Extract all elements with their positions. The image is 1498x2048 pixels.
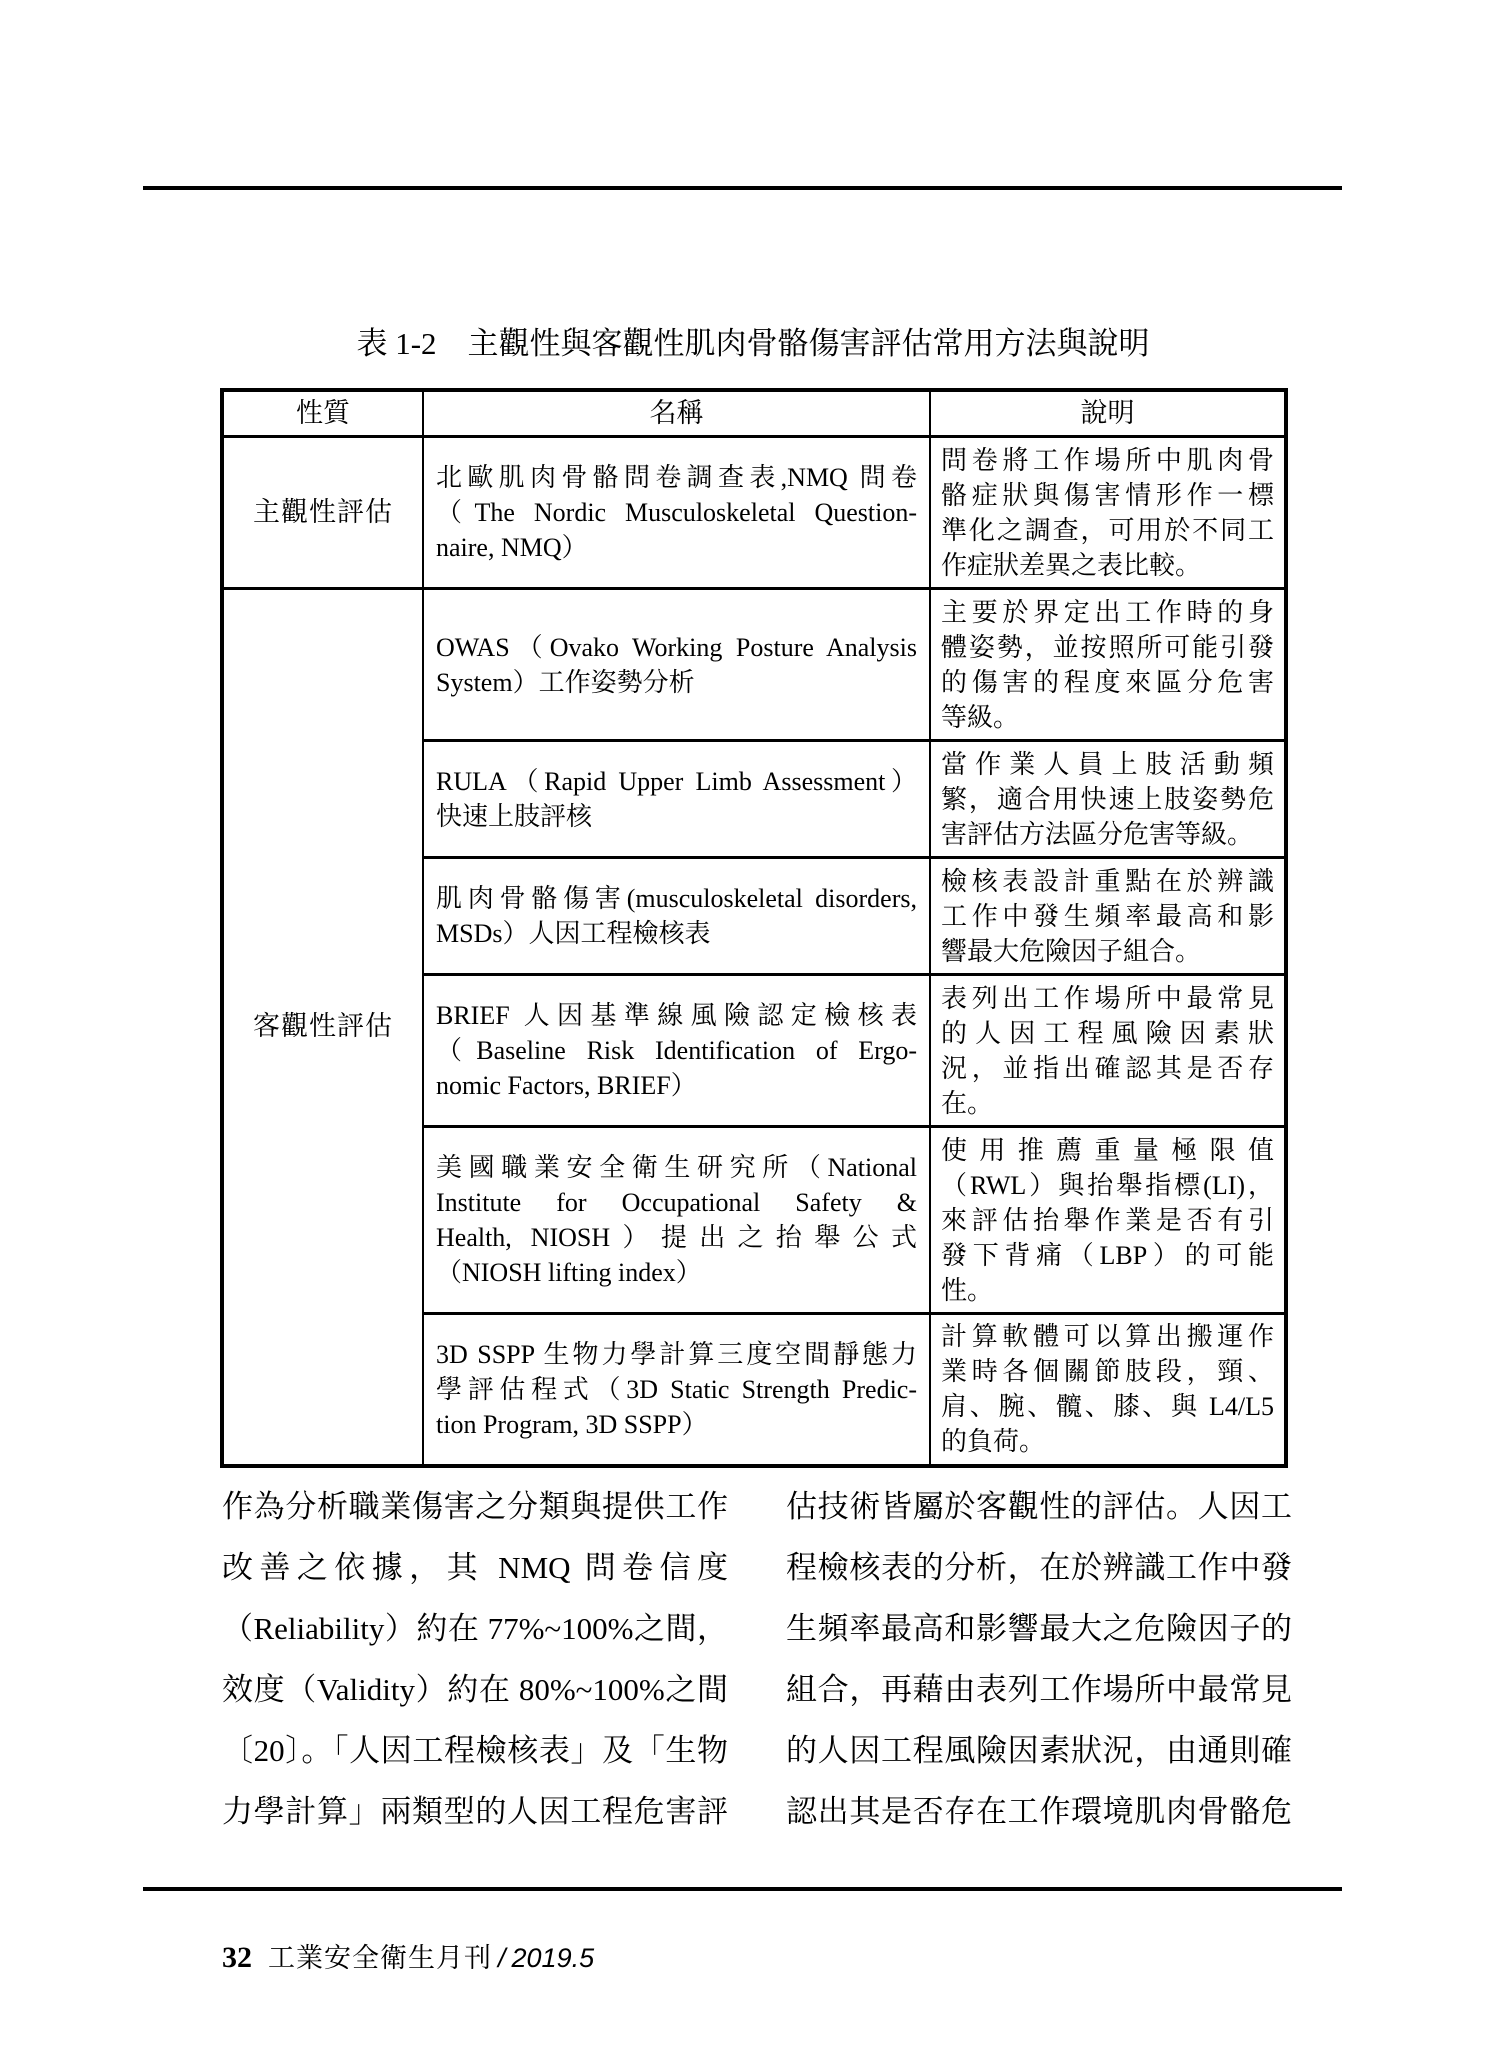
method-name-cell-owas: OWAS（Ovako Working Posture Analysis System）工作姿勢分析	[423, 589, 930, 741]
page-footer	[222, 1936, 594, 1975]
issue-date: 2019.5	[511, 1943, 595, 1973]
method-description-cell-owas: 主要於界定出工作時的身 體姿勢，並按照所可能引發 的傷害的程度來區分危害 等級。	[930, 589, 1286, 741]
method-name-cell-rula: RULA（Rapid Upper Limb Assessment） 快速上肢評核	[423, 741, 930, 858]
body-text-left-column: 作為分析職業傷害之分類與提供工作 改善之依據，其 NMQ 問卷信度 （Reliability）約在 77%~100%之間， 效度（Validity）約在 80%~100%之間 〔20〕。「人因工程檢核表」及「生物 力學計算」兩類型的人因工程危害評	[222, 1489, 728, 1829]
method-description-cell-niosh: 使用推薦重量極限值 （RWL）與抬舉指標(LI)， 來評估抬舉作業是否有引 發下背痛（LBP）的可能 性。	[930, 1127, 1286, 1314]
assessment-methods-table	[220, 388, 1288, 1468]
page-number: 32	[222, 1941, 252, 1974]
method-name-cell-brief: BRIEF 人因基準線風險認定檢核表 （Baseline Risk Identification of Ergo- nomic Factors, BRIEF）	[423, 975, 930, 1127]
category-cell-objective: 客觀性評估	[222, 589, 423, 1466]
table-caption: 表 1-2 主觀性與客觀性肌肉骨骼傷害評估常用方法與說明	[356, 326, 1150, 361]
method-name-cell-nmq: 北歐肌肉骨骼問卷調查表,NMQ 問卷 （The Nordic Musculoskeletal Question- naire, NMQ）	[423, 437, 930, 589]
method-name-cell-msds: 肌肉骨骼傷害(musculoskeletal disorders, MSDs）人因工程檢核表	[423, 858, 930, 975]
method-description-cell-3dsspp: 計算軟體可以算出搬運作 業時各個關節肢段，頸、 肩、腕、髖、膝、與 L4/L5 的負荷。	[930, 1314, 1286, 1466]
table-row-owas	[222, 589, 1286, 741]
table-row-nmq	[222, 437, 1286, 589]
journal-name: 工業安全衛生月刊	[268, 1943, 492, 1973]
method-description-cell-msds: 檢核表設計重點在於辨識 工作中發生頻率最高和影 響最大危險因子組合。	[930, 858, 1286, 975]
category-cell-subjective: 主觀性評估	[222, 437, 423, 589]
table-header-row	[222, 390, 1286, 437]
method-description-cell-brief: 表列出工作場所中最常見 的人因工程風險因素狀 況，並指出確認其是否存 在。	[930, 975, 1286, 1127]
bottom-rule	[143, 1887, 1342, 1891]
method-description-cell-nmq: 問卷將工作場所中肌肉骨 骼症狀與傷害情形作一標 準化之調查，可用於不同工 作症狀差異之表比較。	[930, 437, 1286, 589]
header-cell-description: 說明	[930, 390, 1286, 437]
header-cell-nature: 性質	[222, 390, 423, 437]
method-name-cell-3dsspp: 3D SSPP 生物力學計算三度空間靜態力 學評估程式（3D Static Strength Predic- tion Program, 3D SSPP）	[423, 1314, 930, 1466]
method-name-cell-niosh: 美國職業安全衛生研究所（National Institute for Occupational Safety & Health, NIOSH）提出之抬舉公式 （NIOSH lifting index）	[423, 1127, 930, 1314]
header-cell-name: 名稱	[423, 390, 930, 437]
body-text-right-column: 估技術皆屬於客觀性的評估。人因工 程檢核表的分析，在於辨識工作中發 生頻率最高和影響最大之危險因子的 組合，再藉由表列工作場所中最常見 的人因工程風險因素狀況，由通則確 認出其是否存在工作環境肌肉骨骼危	[786, 1489, 1292, 1829]
method-description-cell-rula: 當作業人員上肢活動頻 繁，適合用快速上肢姿勢危 害評估方法區分危害等級。	[930, 741, 1286, 858]
top-rule	[143, 186, 1342, 190]
issue-separator: /	[498, 1943, 506, 1973]
